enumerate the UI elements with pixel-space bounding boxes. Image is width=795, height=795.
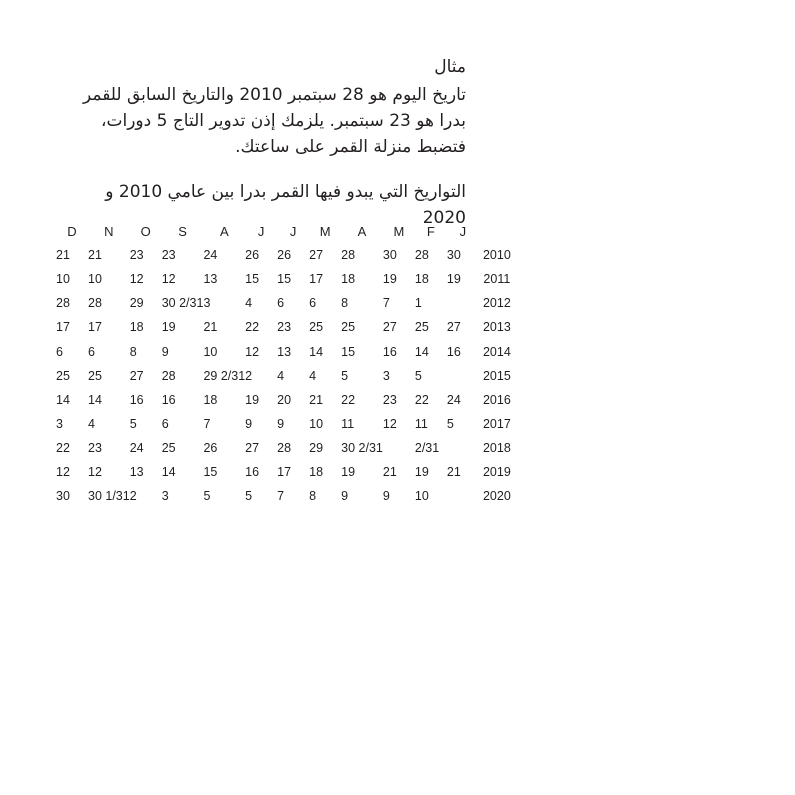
table-cell: 10 — [56, 272, 70, 287]
table-cell: 3 — [203, 296, 211, 311]
table-cell: 22 — [414, 392, 429, 407]
year-cell: 2018 — [482, 440, 511, 455]
table-cell: 21 — [203, 320, 218, 335]
table-cell: 4 — [88, 416, 95, 431]
table-cell: 23 — [129, 248, 144, 263]
column-header: J — [459, 223, 467, 239]
table-cell — [447, 484, 479, 508]
table-cell: 7 — [382, 296, 390, 311]
year-cell: 2019 — [482, 464, 511, 479]
table-cell: 10 — [309, 416, 324, 431]
year-cell: 2017 — [482, 416, 511, 431]
table-cell: 4 — [245, 296, 253, 311]
table-cell: 25 — [341, 320, 356, 335]
table-cell: 21 — [446, 464, 461, 479]
year-cell: 2011 — [483, 272, 511, 287]
table-cell: 27 — [309, 248, 324, 263]
table-row — [56, 484, 515, 508]
table-cell: 23 — [277, 320, 292, 335]
table-cell: 24 — [203, 248, 218, 263]
table-cell: 11 — [341, 416, 355, 431]
table-cell: 22 — [341, 392, 356, 407]
table-cell: 3 — [161, 489, 169, 504]
table-cell: 28 — [161, 368, 176, 383]
table-cell: 15 — [277, 272, 292, 287]
table-cell: 24 — [446, 392, 461, 407]
table-cell: 7 — [203, 416, 211, 431]
table-cell: 17 — [88, 320, 102, 335]
table-cell: 30 — [56, 489, 70, 504]
column-header: M — [393, 223, 405, 239]
table-title: التواريخ التي يبدو فيها القمر بدرا بين عامي 2010 و 2020 — [105, 182, 466, 228]
table-cell: 25 — [161, 440, 176, 455]
column-header: N — [104, 223, 114, 239]
column-header: A — [357, 223, 367, 239]
table-row — [56, 364, 515, 388]
table-cell — [447, 291, 479, 315]
table-cell: 6 — [161, 416, 169, 431]
table-cell: 22 — [56, 440, 70, 455]
column-header: S — [178, 223, 187, 239]
year-cell: 2020 — [482, 489, 511, 504]
column-header: A — [219, 223, 229, 239]
table-row — [56, 243, 515, 267]
table-cell: 19 — [341, 464, 356, 479]
table-cell: 14 — [88, 392, 102, 407]
table-cell: 18 — [309, 464, 324, 479]
example-heading: مثال — [434, 57, 466, 77]
table-cell: 3 — [56, 416, 63, 431]
table-cell — [447, 364, 479, 388]
table-cell: 5 — [414, 368, 422, 383]
table-cell: 26 — [245, 248, 260, 263]
table-cell: 21 — [88, 248, 102, 263]
year-cell: 2013 — [482, 320, 511, 335]
table-cell: 30 — [446, 248, 461, 263]
table-cell: 14 — [161, 464, 176, 479]
table-cell: 16 — [161, 392, 176, 407]
column-header: F — [426, 223, 435, 239]
table-cell: 16 — [129, 392, 144, 407]
year-cell: 2010 — [482, 248, 511, 263]
example-paragraph: تاريخ اليوم هو 28 سبتمبر 2010 والتاريخ السابق للقمر بدرا هو 23 سبتمبر. يلزمك إذن تدوير التاج 5 دورات، فتضبط منزلة القمر على ساعتك. — [82, 85, 466, 157]
table-cell: 14 — [414, 344, 429, 359]
table-row — [56, 460, 515, 484]
table-cell: 6 — [88, 344, 95, 359]
table-cell: 12 — [129, 272, 144, 287]
table-cell: 1 — [414, 296, 422, 311]
table-cell: 21 — [382, 464, 397, 479]
table-cell: 21 — [56, 248, 70, 263]
table-cell: 23 — [382, 392, 397, 407]
table-cell: 8 — [129, 344, 137, 359]
table-cell: 5 — [446, 416, 454, 431]
table-cell: 29 — [129, 296, 144, 311]
table-cell: 5 — [129, 416, 137, 431]
table-cell: 19 — [161, 320, 176, 335]
table-cell: 13 — [203, 272, 218, 287]
table-cell: 10 — [414, 489, 429, 504]
table-cell: 26 — [277, 248, 292, 263]
table-cell: 6 — [277, 296, 285, 311]
column-header: O — [140, 223, 151, 239]
table-cell: 16 — [382, 344, 397, 359]
table-cell: 5 — [203, 489, 211, 504]
table-body — [56, 243, 515, 508]
table-cell: 2/31 — [414, 440, 440, 455]
table-cell: 17 — [309, 272, 324, 287]
table-cell: 29 2/31 — [203, 368, 246, 383]
table-cell: 28 — [341, 248, 356, 263]
table-cell: 27 — [382, 320, 397, 335]
table-cell: 28 — [277, 440, 292, 455]
table-row — [56, 315, 515, 339]
table-cell: 4 — [277, 368, 285, 383]
table-cell: 9 — [161, 344, 169, 359]
year-cell: 2016 — [482, 392, 511, 407]
table-cell: 3 — [382, 368, 390, 383]
table-cell: 13 — [277, 344, 292, 359]
full-moon-table — [56, 219, 515, 508]
table-cell: 12 — [161, 272, 176, 287]
table-cell: 17 — [277, 464, 292, 479]
table-header-row — [56, 219, 515, 243]
column-header: J — [289, 223, 297, 239]
table-cell: 23 — [88, 440, 102, 455]
table-cell: 18 — [341, 272, 356, 287]
table-row — [56, 436, 515, 460]
table-cell: 23 — [161, 248, 176, 263]
table-cell: 12 — [382, 416, 397, 431]
table-cell: 6 — [309, 296, 317, 311]
year-cell: 2014 — [482, 344, 511, 359]
table-cell: 28 — [56, 296, 70, 311]
column-header: D — [67, 223, 77, 239]
table-cell: 12 — [56, 464, 70, 479]
table-cell: 9 — [245, 416, 253, 431]
table-cell: 4 — [309, 368, 317, 383]
table-cell: 30 1/31 — [88, 489, 130, 504]
table-cell: 9 — [341, 489, 349, 504]
table-cell: 30 — [382, 248, 397, 263]
table-cell: 17 — [56, 320, 70, 335]
table-cell: 19 — [382, 272, 397, 287]
table-cell: 6 — [56, 344, 63, 359]
table-row — [56, 412, 515, 436]
table-cell: 21 — [309, 392, 324, 407]
year-column-header — [479, 219, 515, 243]
table-cell: 5 — [341, 368, 349, 383]
table-cell: 8 — [341, 296, 349, 311]
table-cell: 28 — [88, 296, 102, 311]
table-cell: 18 — [414, 272, 429, 287]
table-cell: 19 — [245, 392, 260, 407]
table-row — [56, 291, 515, 315]
table-cell: 27 — [129, 368, 144, 383]
table-cell: 15 — [203, 464, 218, 479]
table-cell: 30 2/31 — [341, 440, 383, 455]
table-cell: 25 — [414, 320, 429, 335]
table-cell: 10 — [203, 344, 218, 359]
table-cell: 9 — [277, 416, 285, 431]
table-cell: 20 — [277, 392, 292, 407]
column-header: J — [257, 223, 265, 239]
table-cell — [447, 436, 479, 460]
table-cell: 14 — [56, 392, 70, 407]
table-cell: 18 — [203, 392, 218, 407]
table-cell: 10 — [88, 272, 102, 287]
table-cell: 8 — [309, 489, 317, 504]
table-cell: 25 — [309, 320, 324, 335]
table-row — [56, 267, 515, 291]
table-cell: 13 — [129, 464, 144, 479]
table-cell: 11 — [414, 416, 428, 431]
table-cell — [383, 436, 415, 460]
table-cell: 16 — [245, 464, 260, 479]
table-cell: 26 — [203, 440, 218, 455]
table-cell: 12 — [245, 344, 260, 359]
table-cell: 5 — [245, 489, 253, 504]
table-cell: 19 — [446, 272, 461, 287]
table-cell: 30 2/31 — [161, 296, 204, 311]
table-cell: 25 — [88, 368, 102, 383]
table-cell: 27 — [245, 440, 260, 455]
table-cell: 14 — [309, 344, 324, 359]
table-cell: 15 — [245, 272, 260, 287]
table-cell: 27 — [446, 320, 461, 335]
table-cell: 2 — [129, 489, 137, 504]
table-row — [56, 339, 515, 363]
table-cell: 24 — [129, 440, 144, 455]
table-cell: 25 — [56, 368, 70, 383]
table-cell: 19 — [414, 464, 429, 479]
table-cell: 18 — [129, 320, 144, 335]
table-cell: 15 — [341, 344, 356, 359]
example-section — [58, 54, 466, 160]
table-cell: 22 — [245, 320, 260, 335]
year-cell: 2012 — [482, 296, 511, 311]
table-cell: 2 — [245, 368, 253, 383]
year-cell: 2015 — [482, 368, 511, 383]
table-cell: 12 — [88, 464, 102, 479]
table-cell: 29 — [309, 440, 324, 455]
table-cell: 9 — [382, 489, 390, 504]
table-cell: 28 — [414, 248, 429, 263]
table-cell: 7 — [277, 489, 285, 504]
table-row — [56, 388, 515, 412]
column-header: M — [319, 223, 331, 239]
table-cell: 16 — [446, 344, 461, 359]
